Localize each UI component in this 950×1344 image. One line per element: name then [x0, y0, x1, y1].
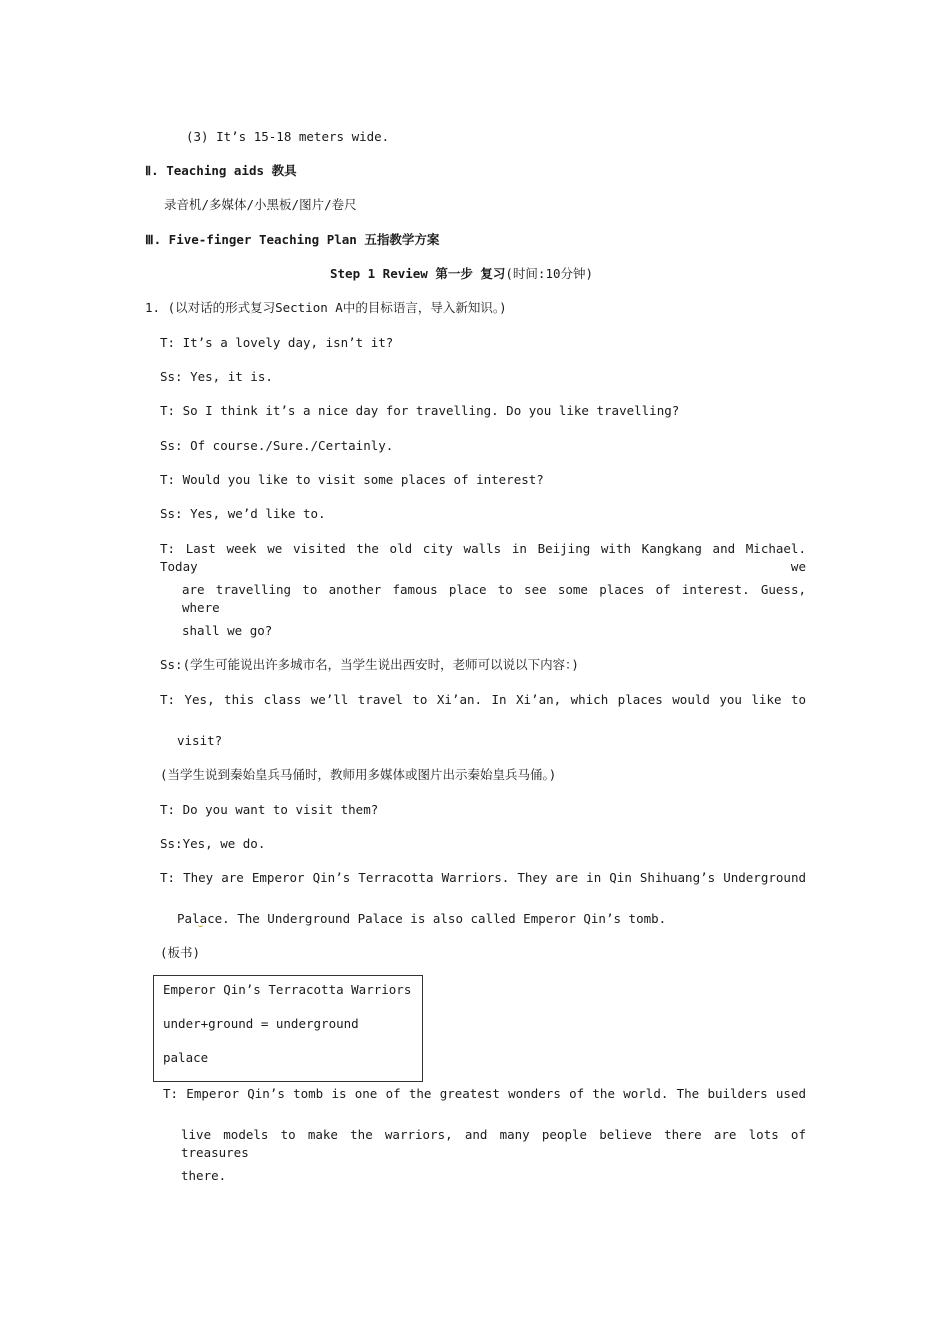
- teaching-aids-list: 录音机/多媒体/小黑板/图片/卷尺: [164, 197, 357, 212]
- closing-line: T: Emperor Qin’s tomb is one of the greatest wonders of the world. The builders used: [163, 1086, 806, 1101]
- dialogue-line: T: They are Emperor Qin’s Terracotta Warriors. They are in Qin Shihuang’s Underground: [160, 870, 806, 885]
- section-heading-teaching-plan: Ⅲ. Five-finger Teaching Plan 五指教学方案: [145, 232, 440, 247]
- dialogue-line: T: Yes, this class we’ll travel to Xi’an. In Xi’an, which places would you like to: [160, 692, 806, 707]
- board-line: under+ground = underground: [163, 1016, 359, 1031]
- dialogue-line: T: Would you like to visit some places of interest?: [160, 472, 544, 487]
- dialogue-line: T: It’s a lovely day, isn’t it?: [160, 335, 394, 350]
- board-note-label: (板书): [160, 945, 201, 960]
- step-title: Step 1 Review 第一步 复习: [330, 266, 506, 281]
- dialogue-line: Ss:Yes, we do.: [160, 836, 266, 851]
- edit-mark: [198, 922, 203, 927]
- activity-1-title: 1. (以对话的形式复习Section A中的目标语言，导入新知识。): [145, 300, 507, 315]
- closing-line: live models to make the warriors, and many people believe there are lots of treasures: [181, 1127, 806, 1160]
- dialogue-line: T: Do you want to visit them?: [160, 802, 379, 817]
- step-time: (时间:10分钟): [505, 266, 594, 281]
- dialogue-line: Ss:(学生可能说出许多城市名，当学生说出西安时，老师可以说以下内容：): [160, 657, 579, 672]
- blackboard-box: [153, 975, 423, 1082]
- dialogue-line: T: So I think it’s a nice day for travelling. Do you like travelling?: [160, 403, 680, 418]
- dialogue-line: shall we go?: [182, 623, 273, 638]
- dialogue-line: visit?: [177, 733, 223, 748]
- board-line: Emperor Qin’s Terracotta Warriors: [163, 982, 412, 997]
- dialogue-line: Ss: Of course./Sure./Certainly.: [160, 438, 394, 453]
- dialogue-line: (当学生说到秦始皇兵马俑时，教师用多媒体或图片出示秦始皇兵马俑。): [160, 767, 557, 782]
- section-heading-teaching-aids: Ⅱ. Teaching aids 教具: [145, 163, 297, 178]
- dialogue-line: are travelling to another famous place to see some places of interest. Guess, where: [182, 582, 806, 615]
- closing-line: there.: [181, 1168, 227, 1183]
- board-line: palace: [163, 1050, 209, 1065]
- dialogue-line: Ss: Yes, we’d like to.: [160, 506, 326, 521]
- dialogue-line: Palace. The Underground Palace is also called Emperor Qin’s tomb.: [177, 911, 667, 926]
- objective-item-3: (3) It’s 15-18 meters wide.: [186, 129, 390, 144]
- step-heading: [330, 265, 593, 283]
- dialogue-line: Ss: Yes, it is.: [160, 369, 273, 384]
- dialogue-line: T: Last week we visited the old city walls in Beijing with Kangkang and Michael. Today we: [160, 541, 806, 574]
